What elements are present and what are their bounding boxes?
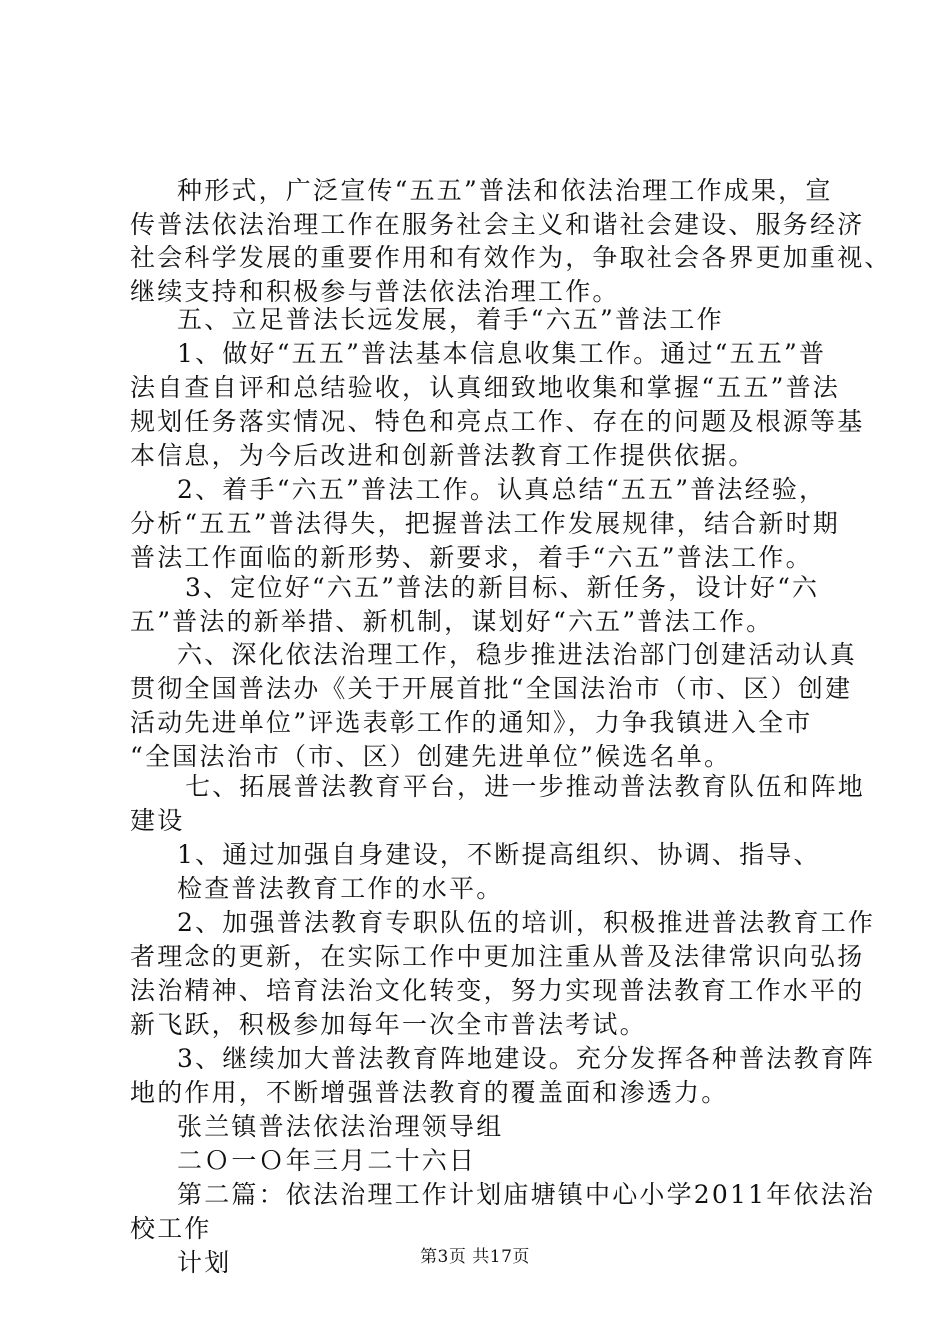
text-line: 五”普法的新举措、新机制，谋划好“六五”普法工作。 xyxy=(130,607,774,636)
text-line: 种形式，广泛宣传“五五”普法和依法治理工作成果，宣 xyxy=(177,176,833,205)
text-line: 2、加强普法教育专职队伍的培训，积极推进普法教育工作 xyxy=(177,908,876,937)
text-line: 1、通过加强自身建设，不断提高组织、协调、指导、 xyxy=(177,840,821,869)
text-line: 活动先进单位”评选表彰工作的通知》，力争我镇进入全市 xyxy=(130,708,813,737)
chapter-title-continued: 校工作 xyxy=(130,1214,212,1243)
text-line: 1、做好“五五”普法基本信息收集工作。通过“五五”普 xyxy=(177,339,827,368)
text-line: 者理念的更新，在实际工作中更加注重从普及法律常识向弘扬 xyxy=(130,942,865,971)
chapter-title-end: 计划 xyxy=(177,1248,232,1277)
text-line: 本信息，为今后改进和创新普法教育工作提供依据。 xyxy=(130,441,756,470)
text-line: 法自查自评和总结验收，认真细致地收集和掌握“五五”普法 xyxy=(130,373,840,402)
text-line: “全国法治市（市、区）创建先进单位”候选名单。 xyxy=(130,742,732,771)
text-line: 普法工作面临的新形势、新要求，着手“六五”普法工作。 xyxy=(130,543,813,572)
text-line: 新飞跃，积极参加每年一次全市普法考试。 xyxy=(130,1010,647,1039)
text-line: 2、着手“六五”普法工作。认真总结“五五”普法经验， xyxy=(177,475,827,504)
text-line: 分析“五五”普法得失，把握普法工作发展规律，结合新时期 xyxy=(130,509,840,538)
text-line: 检查普法教育工作的水平。 xyxy=(177,874,504,903)
signature-date: 二Ｏ一Ｏ年三月二十六日 xyxy=(177,1146,477,1175)
text-line: 继续支持和积极参与普法依法治理工作。 xyxy=(130,277,620,306)
section-heading: 六、深化依法治理工作，稳步推进法治部门创建活动认真 xyxy=(177,640,858,669)
text-line: 地的作用，不断增强普法教育的覆盖面和渗透力。 xyxy=(130,1078,729,1107)
text-line: 贯彻全国普法办《关于开展首批“全国法治市（市、区）创建 xyxy=(130,674,853,703)
text-line: 3、定位好“六五”普法的新目标、新任务，设计好“六 xyxy=(185,573,820,602)
page-number: 第3页 共17页 xyxy=(420,1247,530,1267)
section-heading: 七、拓展普法教育平台，进一步推动普法教育队伍和阵地 xyxy=(185,772,866,801)
signature-organization: 张兰镇普法依法治理领导组 xyxy=(177,1112,504,1141)
text-line: 建设 xyxy=(130,806,185,835)
section-heading: 五、立足普法长远发展，着手“六五”普法工作 xyxy=(177,305,724,334)
text-line: 法治精神、培育法治文化转变，努力实现普法教育工作水平的 xyxy=(130,976,865,1005)
chapter-title: 第二篇：依法治理工作计划庙塘镇中心小学2011年依法治 xyxy=(177,1180,876,1209)
text-line: 传普法依法治理工作在服务社会主义和谐社会建设、服务经济 xyxy=(130,210,865,239)
text-line: 规划任务落实情况、特色和亮点工作、存在的问题及根源等基 xyxy=(130,407,865,436)
text-line: 3、继续加大普法教育阵地建设。充分发挥各种普法教育阵 xyxy=(177,1044,876,1073)
text-line: 社会科学发展的重要作用和有效作为，争取社会各界更加重视、 xyxy=(130,243,892,272)
